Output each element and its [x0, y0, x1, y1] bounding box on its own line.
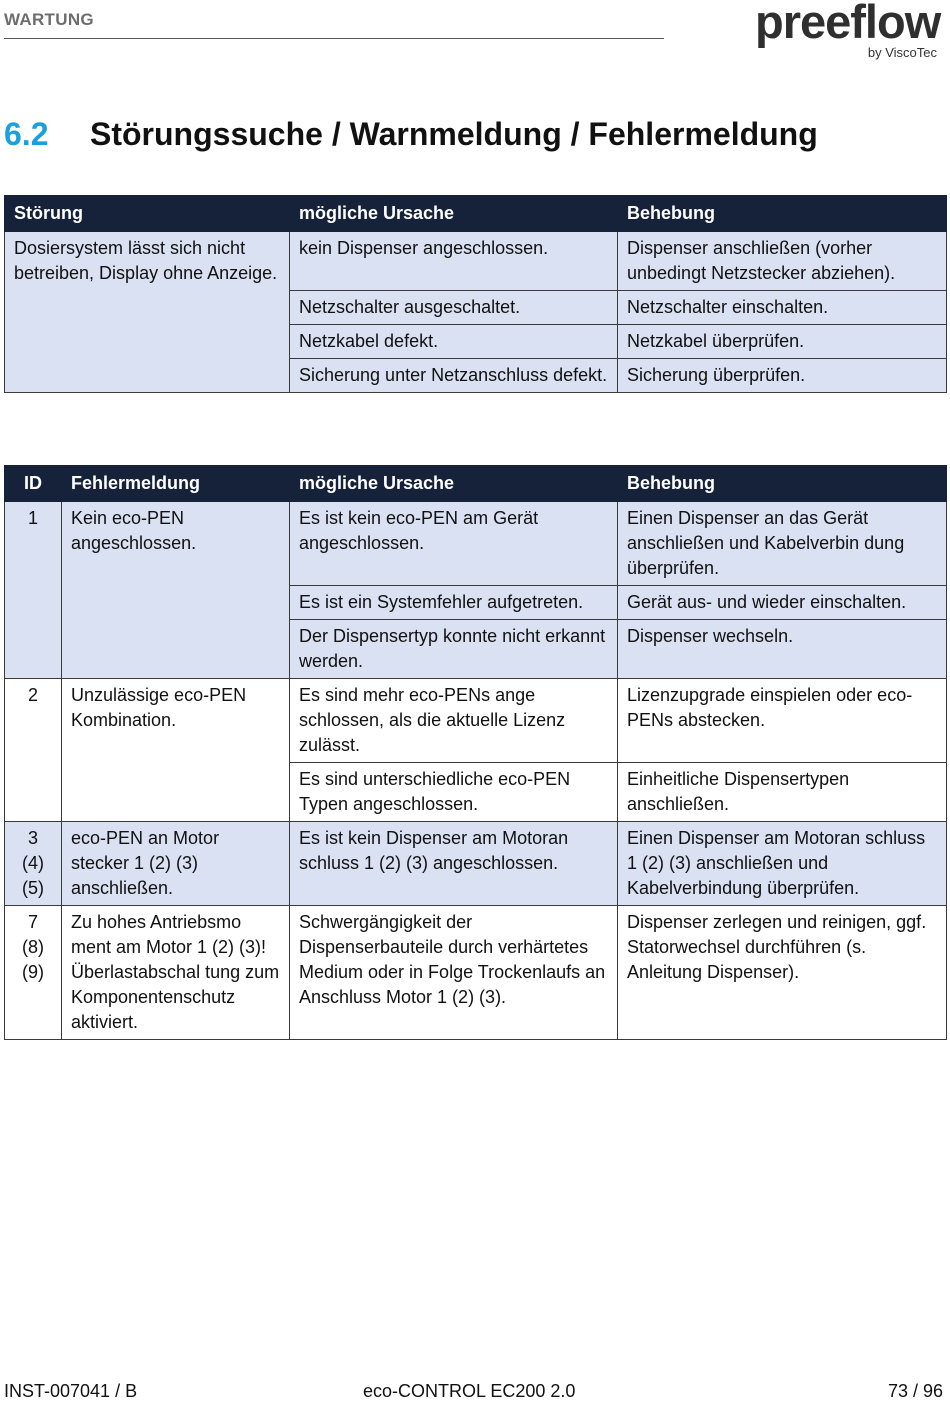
remedy-cell: Lizenzupgrade einspielen oder eco-PENs abstecken.: [618, 679, 947, 763]
column-header: mögliche Ursache: [290, 466, 618, 502]
cause-cell: Sicherung unter Netzanschluss defekt.: [290, 359, 618, 393]
cause-cell: Der Dispensertyp konnte nicht erkannt werden.: [290, 620, 618, 679]
section-heading: [4, 116, 818, 153]
logo-wordmark: preeflow: [755, 0, 941, 48]
remedy-cell: Einen Dispenser am Motoran schluss 1 (2) (3) anschließen und Kabelverbindung überprüfen.: [618, 822, 947, 906]
table-row: [5, 502, 947, 586]
cause-cell: Es ist kein Dispenser am Motoran schluss 1 (2) (3) angeschlossen.: [290, 822, 618, 906]
error-message-cell: Kein eco-PEN angeschlossen.: [62, 502, 290, 679]
error-id-line: (5): [22, 878, 44, 898]
cause-cell: Netzschalter ausgeschaltet.: [290, 291, 618, 325]
table-row: [5, 679, 947, 763]
remedy-cell: Netzkabel überprüfen.: [618, 325, 947, 359]
table-row: [5, 822, 947, 906]
error-id-cell: [5, 822, 62, 906]
remedy-cell: Dispenser zerlegen und reinigen, ggf. Statorwechsel durchführen (s. Anleitung Dispenser).: [618, 906, 947, 1040]
error-message-cell: Zu hohes Antriebsmo ment am Motor 1 (2) (3)! Überlastabschal tung zum Komponentenschutz aktiviert.: [62, 906, 290, 1040]
error-id-cell: 1: [5, 502, 62, 679]
table-header-row: [5, 466, 947, 502]
fault-table: [4, 195, 947, 393]
page-number: 73 / 96: [888, 1381, 944, 1401]
cause-cell: Es ist ein Systemfehler aufgetreten.: [290, 586, 618, 620]
error-message-table: [4, 465, 947, 1040]
heading-number: 6.2: [4, 116, 49, 152]
document-number: INST-007041 / B: [4, 1381, 138, 1401]
column-header: ID: [5, 466, 62, 502]
column-header: Behebung: [618, 196, 947, 232]
cause-cell: Netzkabel defekt.: [290, 325, 618, 359]
cause-cell: Es sind mehr eco-PENs ange schlossen, als die aktuelle Lizenz zulässt.: [290, 679, 618, 763]
error-id-cell: 2: [5, 679, 62, 822]
remedy-cell: Dispenser wechseln.: [618, 620, 947, 679]
column-header: Störung: [5, 196, 290, 232]
error-message-cell: Unzulässige eco-PEN Kombination.: [62, 679, 290, 822]
table-row: [5, 232, 947, 291]
column-header: mögliche Ursache: [290, 196, 618, 232]
error-id-line: (4): [22, 853, 44, 873]
table-header-row: [5, 196, 947, 232]
error-group-1: [5, 502, 947, 679]
header-divider: [4, 38, 664, 39]
remedy-cell: Einheitliche Dispensertypen anschließen.: [618, 763, 947, 822]
heading-title: Störungssuche / Warnmeldung / Fehlermeldung: [90, 116, 818, 152]
error-id-cell: [5, 906, 62, 1040]
section-label: WARTUNG: [4, 10, 94, 29]
brand-logo: [755, 0, 945, 62]
cause-cell: Es ist kein eco-PEN am Gerät angeschlossen.: [290, 502, 618, 586]
fault-cell: Dosiersystem lässt sich nicht betreiben, Display ohne Anzeige.: [5, 232, 290, 393]
product-name: eco-CONTROL EC200 2.0: [363, 1381, 576, 1401]
error-id-line: 7: [27, 912, 38, 932]
table-row: [5, 906, 947, 1040]
error-id-line: 3: [27, 828, 38, 848]
column-header: Behebung: [618, 466, 947, 502]
error-message-cell: eco-PEN an Motor stecker 1 (2) (3) anschließen.: [62, 822, 290, 906]
error-group-3: [5, 822, 947, 906]
remedy-cell: Dispenser anschließen (vorher unbedingt Netzstecker abziehen).: [618, 232, 947, 291]
cause-cell: Schwergängigkeit der Dispenserbauteile durch verhärtetes Medium oder in Folge Trockenlaufs an Anschluss Motor 1 (2) (3).: [290, 906, 618, 1040]
remedy-cell: Gerät aus- und wieder einschalten.: [618, 586, 947, 620]
error-id-line: (9): [22, 962, 44, 982]
remedy-cell: Einen Dispenser an das Gerät anschließen und Kabelverbin dung überprüfen.: [618, 502, 947, 586]
error-group-2: [5, 679, 947, 822]
logo-byline: by ViscoTec: [867, 45, 937, 60]
error-id-line: (8): [22, 937, 44, 957]
cause-cell: kein Dispenser angeschlossen.: [290, 232, 618, 291]
cause-cell: Es sind unterschiedliche eco-PEN Typen angeschlossen.: [290, 763, 618, 822]
remedy-cell: Netzschalter einschalten.: [618, 291, 947, 325]
column-header: Fehlermeldung: [62, 466, 290, 502]
remedy-cell: Sicherung überprüfen.: [618, 359, 947, 393]
error-group-4: [5, 906, 947, 1040]
